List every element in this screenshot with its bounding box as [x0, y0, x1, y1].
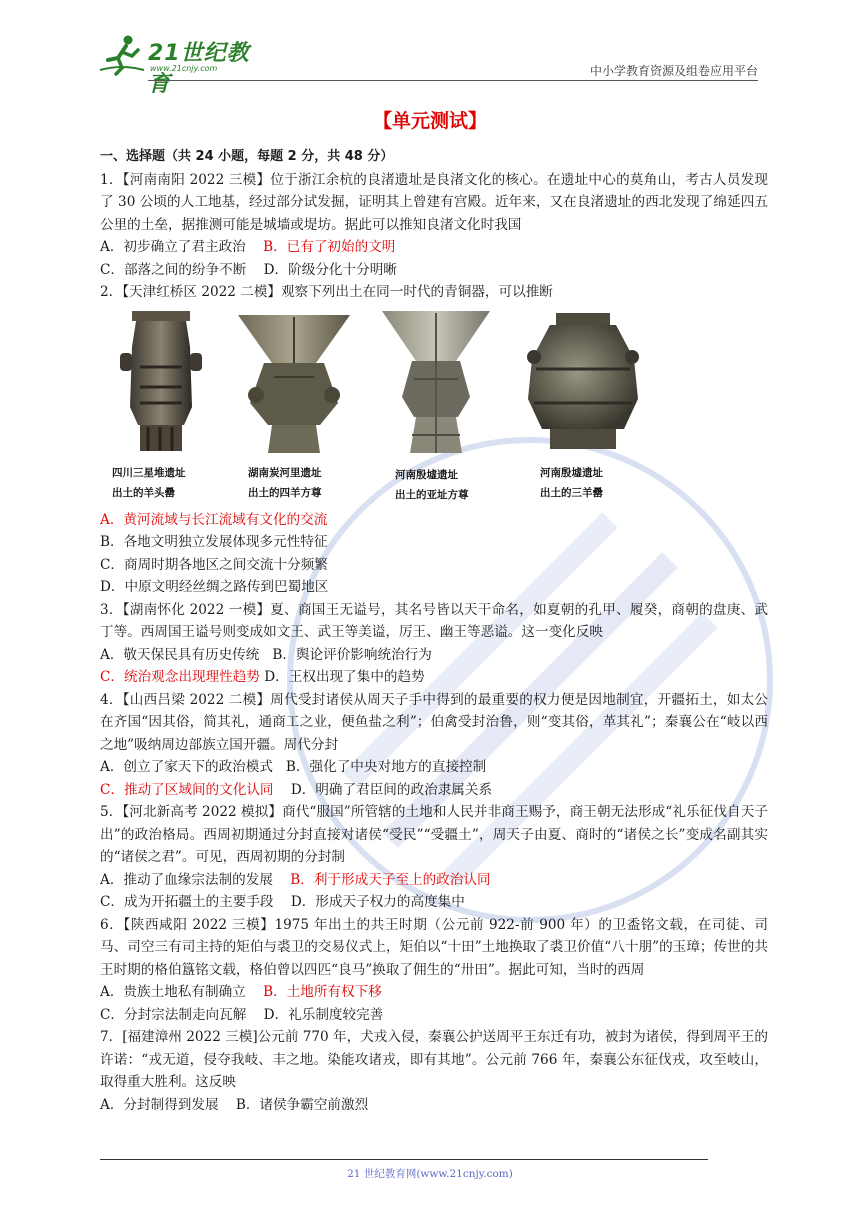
option-b[interactable]: B．强化了中央对地方的直接控制 — [285, 759, 487, 775]
image-caption: 四川三星堆遗址 出土的羊头罍 — [112, 466, 186, 499]
image-caption: 河南殷墟遗址 出土的三羊罍 — [540, 466, 603, 499]
option-c[interactable]: C．分封宗法制走向瓦解 — [100, 1006, 247, 1023]
bronze-vessel-image — [234, 307, 354, 457]
option-a[interactable]: A．贵族土地私有制确立 — [100, 984, 246, 1000]
option-a[interactable]: A．分封制得到发展 — [100, 1096, 219, 1113]
option-row — [100, 869, 768, 892]
option-a[interactable]: A．初步确立了君主政治 — [100, 239, 246, 255]
option-row — [100, 644, 768, 667]
option-b-answer[interactable]: B．土地所有权下移 — [263, 984, 382, 1000]
option-row — [100, 779, 768, 802]
option-a[interactable]: A．创立了家天下的政治模式 — [100, 759, 273, 775]
header-divider — [148, 80, 758, 81]
option-d[interactable]: D．礼乐制度较完善 — [263, 1006, 384, 1023]
question-4 — [100, 689, 768, 802]
option-row — [100, 981, 768, 1004]
page-footer[interactable]: 21 世纪教育网(www.21cnjy.com) — [347, 1168, 513, 1180]
question-stem: 1．【河南南阳 2022 三模】位于浙江余杭的良渚遗址是良渚文化的核心。在遗址中心的莫角山，考古人员发现了 30 公顷的人工地基，经过部分试发掘，证明其上曾建有宫殿。近年来，又在良渚遗址的西北发现了绵延四五公里的土垒，据推测可能是城墙或堤坊。据此可以推知良渚文化时我国 — [100, 171, 768, 233]
runner-logo-icon — [98, 34, 146, 76]
question-3 — [100, 599, 768, 689]
option-row — [100, 666, 768, 689]
option-d[interactable]: D．形成天子权力的高度集中 — [290, 894, 465, 910]
option-row — [100, 259, 768, 282]
option-a[interactable]: A．推动了血缘宗法制的发展 — [100, 871, 273, 888]
option-b-answer[interactable]: B．已有了初始的文明 — [263, 239, 396, 255]
option-row — [100, 236, 768, 259]
question-2 — [100, 281, 768, 599]
logo-url: www.21cnjy.com — [150, 64, 218, 73]
question-stem: 3．【湖南怀化 2022 一模】夏、商国王无谥号，其名号皆以天干命名，如夏朝的孔甲、履癸，商朝的盘庚、武丁等。西周国王谥号则变成如文王、武王等美谥，厉王、幽王等恶谥。这一变化反映 — [100, 601, 768, 640]
platform-tagline: 中小学教育资源及组卷应用平台 — [589, 64, 758, 78]
option-row — [100, 1094, 768, 1117]
option-c[interactable]: C．成为开拓疆土的主要手段 — [100, 894, 274, 910]
image-caption: 河南殷墟遗址 出土的亚址方尊 — [395, 468, 469, 501]
option-c-answer[interactable]: C．统治观念出现理性趋势 — [100, 669, 260, 685]
question-stem: 5．【河北新高考 2022 模拟】商代“服国”所管辖的土地和人民并非商王赐予，商王朝无法形成“礼乐征伐自天子出”的政治格局。西周初期通过分封直接对诸侯“受民”“受疆土”，周天子由夏、商时的“诸侯之长”变成名副其实的“诸侯之君”。可见，西周初期的分封制 — [100, 804, 768, 865]
image-caption: 湖南炭河里遗址 出土的四羊方尊 — [248, 466, 322, 499]
bronze-vessel-image — [378, 307, 494, 457]
question-stem: 4．【山西吕梁 2022 二模】周代受封诸侯从周天子手中得到的最重要的权力便是因地制宜，开疆拓土，如太公在齐国“因其俗，简其礼，通商工之业，便鱼盐之利”；伯禽受封治鲁，则“变其俗，革其礼”；秦襄公在“岐以西之地”吸纳周边部族立国开疆。周代分封 — [100, 691, 768, 753]
option-a[interactable]: A．敬天保民具有历史传统 — [100, 646, 260, 663]
option-row — [100, 756, 768, 779]
option-b[interactable]: B．诸侯争霸空前激烈 — [235, 1096, 369, 1113]
option-a-answer[interactable]: A．黄河流域与长江流域有文化的交流 — [100, 511, 328, 528]
page-title: 【单元测试】 — [372, 110, 487, 132]
option-d[interactable]: D．阶级分化十分明晰 — [263, 261, 397, 278]
bronze-image-row — [100, 307, 768, 507]
option-b[interactable]: B．各地文明独立发展体现多元性特征 — [100, 534, 328, 550]
option-d[interactable]: D．中原文明经丝绸之路传到巴蜀地区 — [100, 579, 329, 595]
option-c-answer[interactable]: C．推动了区域间的文化认同 — [100, 781, 274, 798]
question-5 — [100, 801, 768, 914]
bronze-vessel-image — [112, 307, 210, 457]
question-1 — [100, 169, 768, 282]
option-row — [100, 891, 768, 914]
bronze-vessel-image — [520, 307, 646, 457]
question-6 — [100, 914, 768, 1027]
option-b[interactable]: B．舆论评价影响统治行为 — [272, 646, 432, 663]
option-c[interactable]: C．部落之间的纷争不断 — [100, 261, 247, 278]
option-b-answer[interactable]: B．利于形成天子至上的政治认同 — [290, 871, 491, 888]
page-header — [98, 28, 758, 97]
site-logo[interactable] — [98, 34, 268, 97]
question-stem: 2．【天津红桥区 2022 二模】观察下列出土在同一时代的青铜器，可以推断 — [100, 284, 553, 300]
logo-text: 21世纪教育 — [148, 41, 250, 97]
option-c[interactable]: C．商周时期各地区之间交流十分频繁 — [100, 556, 328, 573]
question-7 — [100, 1026, 768, 1116]
footer-divider — [100, 1159, 708, 1160]
question-stem: 7．[福建漳州 2022 三模]公元前 770 年，犬戎入侵，秦襄公护送周平王东迁有功，被封为诸侯，得到周平王的许诺：“戎无道，侵夺我岐、丰之地。染能攻诸戎，即有其地”。公元前 766 年，秦襄公东征伐戎，攻至岐山，取得重大胜利。这反映 — [100, 1029, 769, 1090]
option-d[interactable]: D．王权出现了集中的趋势 — [264, 669, 425, 685]
option-row — [100, 1004, 768, 1027]
section-heading: 一、选择题（共 24 小题，每题 2 分，共 48 分） — [100, 149, 394, 164]
exam-content — [100, 146, 768, 1116]
question-stem: 6．【陕西咸阳 2022 三模】1975 年出土的共王时期（公元前 922-前 900 年）的卫盉铭文载，在司徒、司马、司空三有司主持的矩伯与裘卫的交易仪式上，矩伯以“十田”土地换取了裘卫价值“八十朋”的玉璋；传世的共王时期的格伯簋铭文载，格伯曾以四匹“良马”换取了佣生的“卅田”。据此可知，当时的西周 — [100, 916, 768, 978]
option-d[interactable]: D．明确了君臣间的政治隶属关系 — [290, 781, 493, 798]
